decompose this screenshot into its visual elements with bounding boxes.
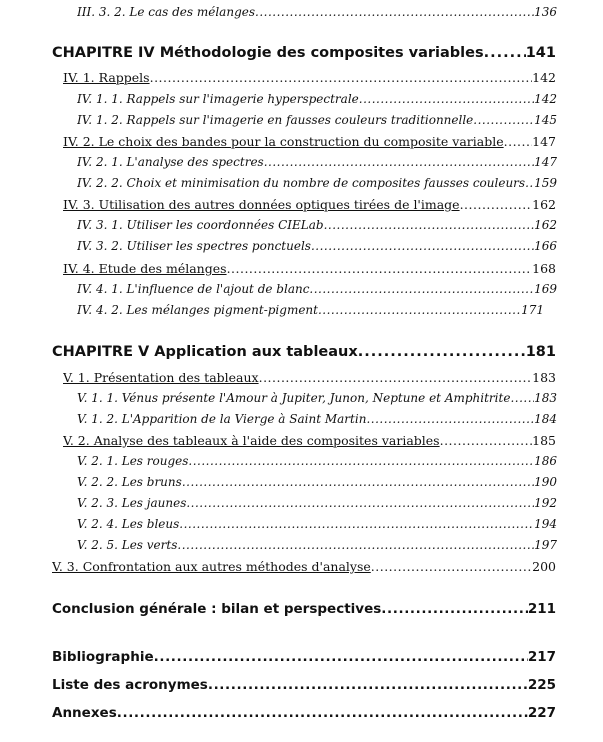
leader-dots (358, 344, 526, 360)
toc-entry-page: 211 (527, 601, 556, 617)
toc-entry-label: III. 3. 2. Le cas des mélanges (77, 5, 256, 19)
toc-chapter-4[interactable] (52, 45, 556, 61)
toc-subsection-iv-3-1[interactable] (77, 218, 557, 232)
toc-subsection-v-1-1[interactable] (77, 391, 557, 405)
toc-entry-label: V. 2. 1. Les rouges (77, 454, 189, 468)
leader-dots (311, 239, 534, 253)
toc-acronymes[interactable] (52, 677, 556, 693)
leader-dots (117, 705, 528, 721)
toc-entry-label: IV. 2. 2. Choix et minimisation du nombre de composites fausses couleurs (77, 176, 526, 190)
toc-section-iv-2[interactable] (63, 134, 556, 149)
toc-entry-page: 142 (534, 92, 557, 106)
toc-entry-page: 227 (527, 705, 556, 721)
toc-section-iv-4[interactable] (63, 261, 556, 276)
toc-entry-page: 147 (532, 134, 556, 149)
toc-section-v-3[interactable] (52, 559, 556, 574)
leader-dots (208, 677, 528, 693)
leader-dots (440, 433, 533, 448)
toc-entry-page: 147 (534, 155, 557, 169)
leader-dots (255, 5, 534, 19)
toc-entry-page: 162 (534, 218, 557, 232)
toc-entry-label: V. 3. Confrontation aux autres méthodes d'analyse (52, 559, 371, 574)
toc-entry-page: 183 (534, 391, 557, 405)
toc-entry-page: 183 (532, 370, 556, 385)
leader-dots (525, 176, 534, 190)
leader-dots (188, 454, 534, 468)
toc-entry-page: 159 (534, 176, 557, 190)
leader-dots (179, 517, 534, 531)
toc-entry-label: V. 2. 5. Les verts (77, 538, 178, 552)
toc-entry-page: 166 (534, 239, 557, 253)
toc-entry-page: 162 (532, 197, 556, 212)
toc-subsection-v-2-1[interactable] (77, 454, 557, 468)
toc-section-v-1[interactable] (63, 370, 556, 385)
leader-dots (309, 282, 534, 296)
leader-dots (259, 370, 533, 385)
toc-entry-page: 142 (532, 70, 556, 85)
toc-entry-label: IV. 4. 2. Les mélanges pigment-pigment (77, 303, 318, 317)
chapter-page: 141 (525, 45, 556, 61)
toc-subsection-iv-2-1[interactable] (77, 155, 557, 169)
toc-subsection-v-2-4[interactable] (77, 517, 557, 531)
leader-dots (150, 70, 533, 85)
toc-entry-label: IV. 1. 2. Rappels sur l'imagerie en fausses couleurs traditionnelle (77, 113, 474, 127)
leader-dots (359, 92, 534, 106)
toc-entry-label: Bibliographie (52, 649, 154, 665)
toc-entry-page: 184 (534, 412, 557, 426)
leader-dots (154, 649, 528, 665)
leader-dots (324, 218, 535, 232)
toc-subsection-v-2-5[interactable] (77, 538, 557, 552)
toc-entry-page: 169 (534, 282, 557, 296)
toc-entry-iii-3-2[interactable] (77, 5, 557, 19)
toc-entry-page: 171 (521, 303, 544, 317)
toc-entry-page: 136 (534, 5, 557, 19)
leader-dots (381, 601, 528, 617)
toc-entry-label: V. 2. 3. Les jaunes (77, 496, 187, 510)
chapter-page: 181 (525, 344, 556, 360)
toc-entry-label: IV. 1. 1. Rappels sur l'imagerie hyperspectrale (77, 92, 359, 106)
toc-entry-label: V. 2. 2. Les bruns (77, 475, 182, 489)
toc-subsection-iv-3-2[interactable] (77, 239, 557, 253)
toc-entry-label: Conclusion générale : bilan et perspectives (52, 601, 382, 617)
chapter-title: CHAPITRE V Application aux tableaux (52, 344, 358, 360)
toc-entry-page: 190 (534, 475, 557, 489)
toc-subsection-v-2-3[interactable] (77, 496, 557, 510)
leader-dots (504, 134, 533, 149)
leader-dots (186, 496, 534, 510)
toc-entry-label: V. 1. 2. L'Apparition de la Vierge à Saint Martin (77, 412, 367, 426)
toc-entry-page: 168 (532, 261, 556, 276)
toc-entry-label: V. 2. 4. Les bleus (77, 517, 180, 531)
toc-entry-label: IV. 2. 1. L'analyse des spectres (77, 155, 264, 169)
leader-dots (484, 45, 526, 61)
toc-subsection-iv-2-2[interactable] (77, 176, 557, 190)
toc-entry-page: 145 (534, 113, 557, 127)
toc-entry-label: IV. 4. Etude des mélanges (63, 261, 227, 276)
toc-entry-page: 197 (534, 538, 557, 552)
toc-entry-label: IV. 4. 1. L'influence de l'ajout de blanc (77, 282, 310, 296)
toc-entry-page: 192 (534, 496, 557, 510)
toc-bibliographie[interactable] (52, 649, 556, 665)
toc-subsection-iv-1-2[interactable] (77, 113, 557, 127)
toc-entry-page: 225 (527, 677, 556, 693)
toc-section-v-2[interactable] (63, 433, 556, 448)
toc-section-iv-3[interactable] (63, 197, 556, 212)
toc-entry-page: 194 (534, 517, 557, 531)
toc-chapter-5[interactable] (52, 344, 556, 360)
leader-dots (177, 538, 534, 552)
leader-dots (460, 197, 533, 212)
toc-entry-page: 200 (532, 559, 556, 574)
toc-subsection-v-1-2[interactable] (77, 412, 557, 426)
toc-entry-page: 217 (527, 649, 556, 665)
toc-subsection-iv-4-1[interactable] (77, 282, 557, 296)
toc-entry-page: 186 (534, 454, 557, 468)
toc-entry-label: IV. 3. 2. Utiliser les spectres ponctuels (77, 239, 311, 253)
chapter-title: CHAPITRE IV Méthodologie des composites variables (52, 45, 484, 61)
leader-dots (510, 391, 534, 405)
toc-conclusion[interactable] (52, 601, 556, 617)
toc-entry-label: Liste des acronymes (52, 677, 208, 693)
toc-entry-label: V. 1. 1. Vénus présente l'Amour à Jupiter, Junon, Neptune et Amphitrite (77, 391, 511, 405)
toc-subsection-iv-4-2[interactable] (77, 303, 544, 317)
toc-entry-label: V. 2. Analyse des tableaux à l'aide des composites variables (63, 433, 440, 448)
toc-subsection-iv-1-1[interactable] (77, 92, 557, 106)
toc-entry-label: IV. 2. Le choix des bandes pour la construction du composite variable (63, 134, 504, 149)
toc-annexes[interactable] (52, 705, 556, 721)
leader-dots (366, 412, 534, 426)
toc-subsection-v-2-2[interactable] (77, 475, 557, 489)
leader-dots (371, 559, 532, 574)
leader-dots (227, 261, 533, 276)
toc-section-iv-1[interactable] (63, 70, 556, 85)
toc-entry-label: IV. 1. Rappels (63, 70, 150, 85)
leader-dots (264, 155, 534, 169)
leader-dots (318, 303, 521, 317)
leader-dots (473, 113, 534, 127)
toc-entry-label: IV. 3. 1. Utiliser les coordonnées CIELab (77, 218, 324, 232)
leader-dots (182, 475, 534, 489)
toc-entry-page: 185 (532, 433, 556, 448)
toc-entry-label: V. 1. Présentation des tableaux (63, 370, 259, 385)
toc-entry-label: IV. 3. Utilisation des autres données optiques tirées de l'image (63, 197, 460, 212)
toc-entry-label: Annexes (52, 705, 117, 721)
